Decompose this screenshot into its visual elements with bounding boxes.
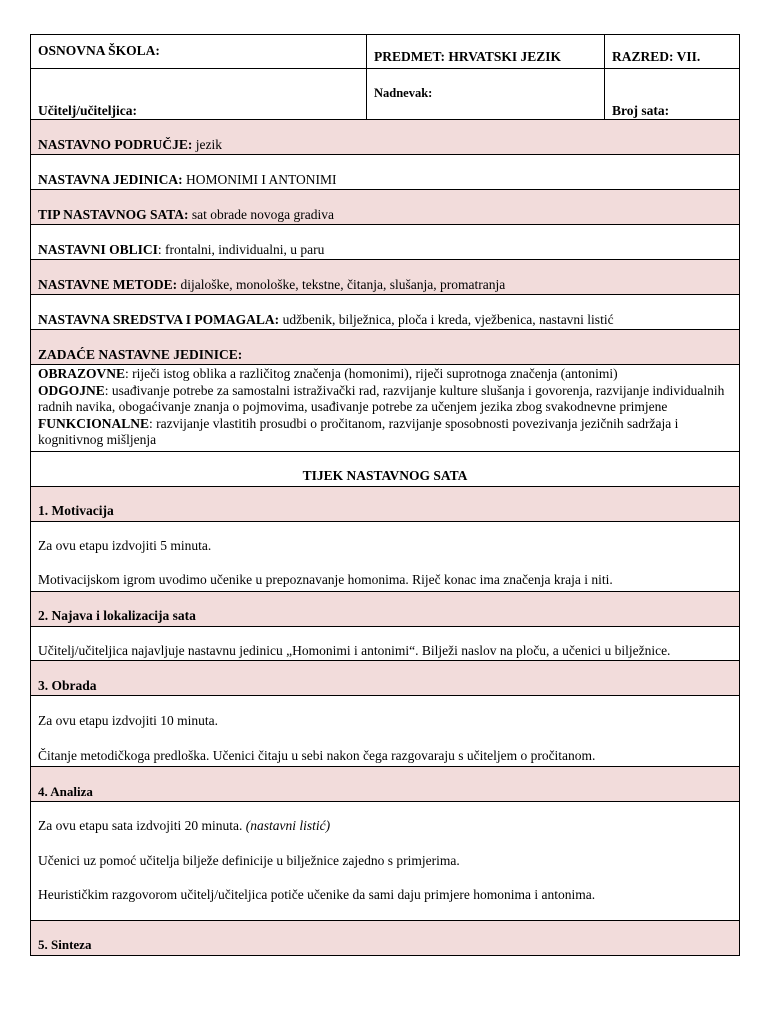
section-paragraph: Za ovu etapu sata izdvojiti 20 minuta. (nastavni listić) — [38, 818, 331, 833]
section-body-row — [31, 696, 740, 767]
field-label: NASTAVNI OBLICI — [38, 241, 158, 257]
header-row-1 — [31, 35, 740, 69]
section-title: 1. Motivacija — [38, 503, 114, 518]
section-body-row — [31, 626, 740, 661]
field-row — [31, 295, 740, 330]
grade-cell: RAZRED: VII. — [605, 35, 740, 69]
section-paragraph: Motivacijskom igrom uvodimo učenike u prepoznavanje homonima. Riječ konac ima značenja kraja i niti. — [38, 572, 613, 587]
section-paragraph: Učitelj/učiteljica najavljuje nastavnu jedinicu „Homonimi i antonimi“. Bilježi naslov na ploču, a učenici u bilježnice. — [38, 642, 671, 658]
field-label: NASTAVNO PODRUČJE: — [38, 136, 193, 152]
field-value: jezik — [192, 136, 223, 152]
task-item: FUNKCIONALNE: razvijanje vlastitih prosudbi o pročitanom, razvijanje sposobnosti povezivanja jezičnih sadržaja i kognitivnog mišljenja — [38, 415, 679, 447]
flow-title-row — [31, 451, 740, 486]
section-title-row — [31, 767, 740, 802]
field-value: sat obrade novoga gradiva — [188, 206, 334, 222]
lesson-number-cell: Broj sata: — [605, 69, 740, 120]
date-cell: Nadnevak: — [367, 69, 605, 120]
field-row — [31, 155, 740, 190]
field-row — [31, 225, 740, 260]
subject-cell: PREDMET: HRVATSKI JEZIK — [367, 35, 605, 69]
field-value: : frontalni, individualni, u paru — [157, 241, 325, 257]
task-item: ODGOJNE: usađivanje potrebe za samostalni istraživački rad, razvijanje kulture slušanja i govorenja, razvijanje individualnih radnih navika, obogaćivanje znanja o pojmovima, usađivanje potrebe za učenjem jezika zbog svakodnevne primjene — [38, 382, 725, 414]
school-cell: OSNOVNA ŠKOLA: — [31, 35, 367, 69]
field-row — [31, 260, 740, 295]
section-title: 4. Analiza — [38, 783, 93, 799]
field-value: HOMONIMI I ANTONIMI — [182, 171, 337, 187]
tasks-title-row — [31, 330, 740, 365]
tasks-title: ZADAĆE NASTAVNE JEDINICE: — [38, 346, 243, 362]
section-title-row — [31, 486, 740, 521]
field-label: TIP NASTAVNOG SATA: — [38, 206, 189, 222]
section-body-row — [31, 521, 740, 591]
field-row — [31, 120, 740, 155]
section-title: 2. Najava i lokalizacija sata — [38, 608, 196, 623]
section-title: 3. Obrada — [38, 677, 97, 693]
task-item: OBRAZOVNE: riječi istog oblika a različitog značenja (homonimi), riječi suprotnoga značenja (antonimi) — [38, 366, 618, 381]
section-title-row — [31, 920, 740, 955]
field-row — [31, 190, 740, 225]
section-title-row — [31, 591, 740, 626]
flow-title: TIJEK NASTAVNOG SATA — [302, 468, 468, 483]
header-row-2 — [31, 69, 740, 120]
field-label: NASTAVNA SREDSTVA I POMAGALA: — [38, 311, 280, 327]
teacher-cell: Učitelj/učiteljica: — [31, 69, 367, 120]
section-body-row — [31, 802, 740, 921]
section-paragraph: Čitanje metodičkoga predloška. Učenici čitaju u sebi nakon čega razgovaraju s učiteljem o pročitanom. — [38, 747, 596, 763]
section-paragraph: Heurističkim razgovorom učitelj/učiteljica potiče učenike da sami daju primjere homonima i antonima. — [38, 887, 596, 902]
field-label: NASTAVNE METODE: — [38, 276, 178, 292]
section-paragraph: Učenici uz pomoć učitelja bilježe definicije u bilježnice zajedno s primjerima. — [38, 852, 460, 868]
section-title-row — [31, 661, 740, 696]
field-value: dijaloške, monološke, tekstne, čitanja, slušanja, promatranja — [177, 276, 506, 292]
field-value: udžbenik, bilježnica, ploča i kreda, vježbenica, nastavni listić — [279, 311, 614, 327]
lesson-plan-table — [30, 34, 740, 956]
section-title: 5. Sinteza — [38, 937, 92, 952]
tasks-body-row — [31, 365, 740, 452]
lesson-plan-document — [30, 34, 738, 956]
note-text: (nastavni listić) — [245, 818, 331, 833]
section-paragraph: Za ovu etapu izdvojiti 10 minuta. — [38, 713, 218, 728]
section-paragraph: Za ovu etapu izdvojiti 5 minuta. — [38, 537, 212, 553]
field-label: NASTAVNA JEDINICA: — [38, 171, 183, 187]
